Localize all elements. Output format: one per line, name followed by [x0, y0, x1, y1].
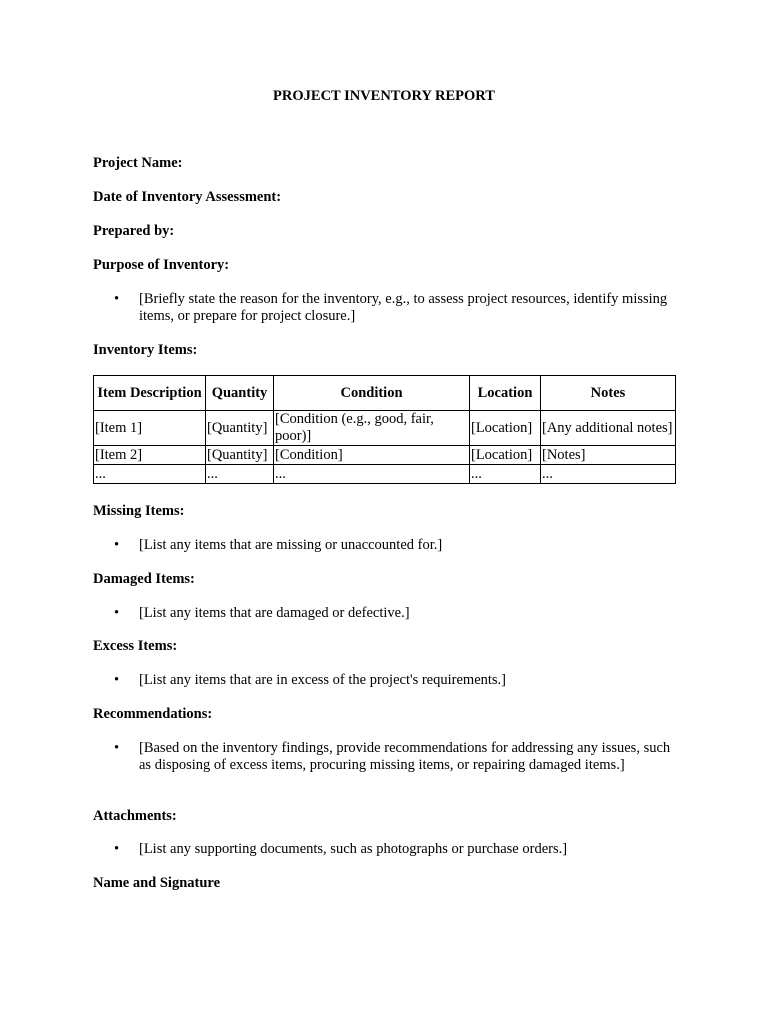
- purpose-label: Purpose of Inventory:: [93, 257, 230, 273]
- prepared-by-label: Prepared by:: [93, 223, 175, 239]
- recommendations-list: [93, 740, 675, 774]
- column-header-item-description: Item Description: [94, 376, 206, 411]
- table-cell: ...: [206, 465, 274, 484]
- attachments-list: [93, 841, 675, 858]
- damaged-items-list: [93, 605, 675, 622]
- table-cell: ...: [541, 465, 676, 484]
- purpose-bullet: • [Briefly state the reason for the inventory, e.g., to assess project resources, identify missing items, or prepare for project closure.]: [93, 291, 675, 325]
- inventory-heading: Inventory Items:: [93, 342, 198, 358]
- table-cell: ...: [470, 465, 541, 484]
- table-cell: [Location]: [470, 446, 541, 465]
- recommendations-bullet: • [Based on the inventory findings, provide recommendations for addressing any issues, such as disposing of excess items, procuring missing items, or repairing damaged items.]: [93, 740, 675, 774]
- document-title: PROJECT INVENTORY REPORT: [273, 88, 495, 104]
- table-header-row: [94, 376, 676, 411]
- missing-items-heading: Missing Items:: [93, 503, 185, 519]
- table-cell: [Any additional notes]: [541, 411, 676, 446]
- excess-items-heading: Excess Items:: [93, 638, 178, 654]
- column-header-location: Location: [470, 376, 541, 411]
- recommendations-heading: Recommendations:: [93, 706, 213, 722]
- damaged-items-heading: Damaged Items:: [93, 571, 195, 587]
- damaged-items-bullet: • [List any items that are damaged or defective.]: [93, 605, 675, 622]
- missing-items-list: [93, 537, 675, 554]
- column-header-notes: Notes: [541, 376, 676, 411]
- table-cell: [Condition (e.g., good, fair, poor)]: [274, 411, 470, 446]
- table-row: [94, 465, 676, 484]
- attachments-heading: Attachments:: [93, 808, 177, 824]
- table-cell: [Quantity]: [206, 411, 274, 446]
- purpose-list: [93, 291, 675, 325]
- excess-items-list: [93, 672, 675, 689]
- table-row: [94, 446, 676, 465]
- table-cell: [Item 2]: [94, 446, 206, 465]
- column-header-condition: Condition: [274, 376, 470, 411]
- table-cell: [Location]: [470, 411, 541, 446]
- table-cell: [Quantity]: [206, 446, 274, 465]
- date-label: Date of Inventory Assessment:: [93, 189, 282, 205]
- attachments-bullet: • [List any supporting documents, such as photographs or purchase orders.]: [93, 841, 675, 858]
- signature-label: Name and Signature: [93, 875, 221, 891]
- inventory-table: [93, 375, 676, 484]
- table-cell: ...: [274, 465, 470, 484]
- table-cell: [Item 1]: [94, 411, 206, 446]
- missing-items-bullet: • [List any items that are missing or unaccounted for.]: [93, 537, 675, 554]
- project-name-label: Project Name:: [93, 155, 183, 171]
- table-row: [94, 411, 676, 446]
- table-cell: [Condition]: [274, 446, 470, 465]
- table-cell: [Notes]: [541, 446, 676, 465]
- table-cell: ...: [94, 465, 206, 484]
- excess-items-bullet: • [List any items that are in excess of the project's requirements.]: [93, 672, 675, 689]
- column-header-quantity: Quantity: [206, 376, 274, 411]
